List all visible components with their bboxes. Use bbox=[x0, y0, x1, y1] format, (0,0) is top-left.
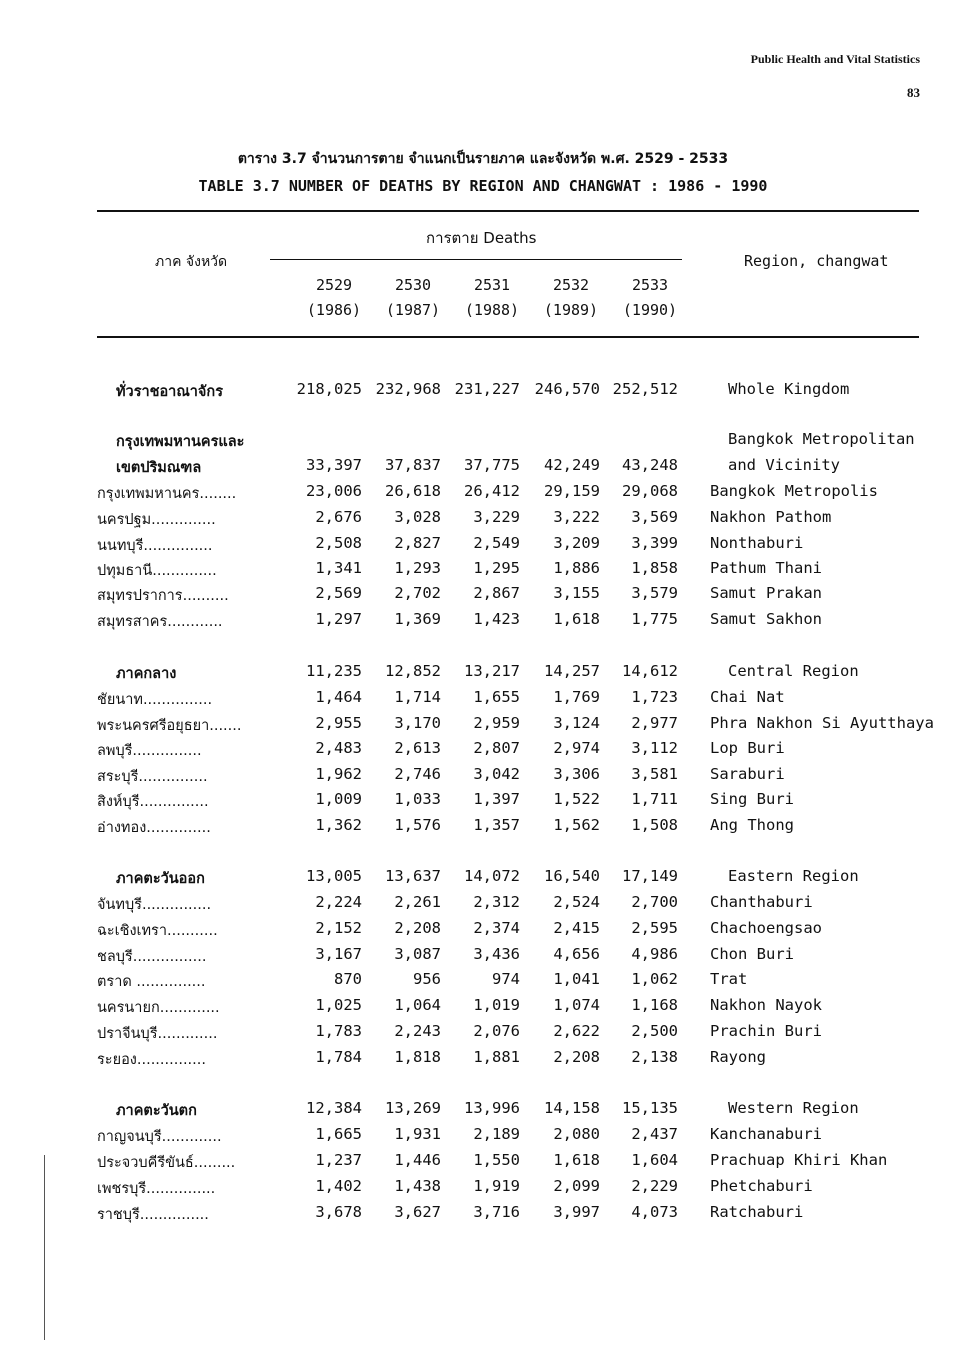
row-label-english: Saraburi bbox=[710, 765, 785, 783]
cell-value: 2,974 bbox=[553, 739, 600, 757]
cell-value: 4,073 bbox=[631, 1203, 678, 1221]
table-row bbox=[0, 610, 966, 636]
cell-value: 1,025 bbox=[315, 996, 362, 1014]
cell-value: 14,072 bbox=[464, 867, 520, 885]
cell-value: 1,237 bbox=[315, 1151, 362, 1169]
cell-value: 3,436 bbox=[473, 945, 520, 963]
cell-value: 2,867 bbox=[473, 584, 520, 602]
row-label-thai: ราชบุรี............... bbox=[97, 1207, 209, 1223]
cell-value: 2,746 bbox=[394, 765, 441, 783]
year-be-header: 2533 bbox=[631, 276, 669, 294]
cell-value: 1,062 bbox=[631, 970, 678, 988]
cell-value: 1,550 bbox=[473, 1151, 520, 1169]
cell-value: 2,152 bbox=[315, 919, 362, 937]
cell-value: 2,500 bbox=[631, 1022, 678, 1040]
cell-value: 1,858 bbox=[631, 559, 678, 577]
cell-value: 2,524 bbox=[553, 893, 600, 911]
margin-line bbox=[44, 1155, 45, 1340]
page-header bbox=[751, 52, 920, 101]
cell-value: 1,033 bbox=[394, 790, 441, 808]
cell-value: 3,209 bbox=[553, 534, 600, 552]
row-label-english: and Vicinity bbox=[728, 456, 840, 474]
cell-value: 3,581 bbox=[631, 765, 678, 783]
cell-value: 14,158 bbox=[544, 1099, 600, 1117]
cell-value: 4,656 bbox=[553, 945, 600, 963]
row-label-thai: สระบุรี............... bbox=[97, 769, 208, 785]
cell-value: 1,775 bbox=[631, 610, 678, 628]
row-label-thai: ฉะเชิงเทรา........... bbox=[97, 923, 218, 939]
table-group-row bbox=[0, 430, 966, 456]
row-label-thai: สมุทรปราการ.......... bbox=[97, 588, 229, 604]
table-row bbox=[0, 1203, 966, 1229]
cell-value: 2,549 bbox=[473, 534, 520, 552]
top-rule bbox=[97, 210, 919, 212]
row-label-english: Phetchaburi bbox=[710, 1177, 813, 1195]
cell-value: 3,028 bbox=[394, 508, 441, 526]
cell-value: 3,229 bbox=[473, 508, 520, 526]
table-row bbox=[0, 1177, 966, 1203]
row-label-english: Samut Sakhon bbox=[710, 610, 822, 628]
cell-value: 3,167 bbox=[315, 945, 362, 963]
table-row bbox=[0, 790, 966, 816]
cell-value: 3,569 bbox=[631, 508, 678, 526]
year-ad-header: (1990) bbox=[622, 301, 678, 319]
row-label-english: Ang Thong bbox=[710, 816, 794, 834]
cell-value: 13,637 bbox=[385, 867, 441, 885]
table-title-english: TABLE 3.7 NUMBER OF DEATHS BY REGION AND CHANGWAT : 1986 - 1990 bbox=[198, 177, 768, 195]
cell-value: 974 bbox=[492, 970, 520, 988]
table-group-row bbox=[0, 456, 966, 482]
cell-value: 33,397 bbox=[306, 456, 362, 474]
cell-value: 15,135 bbox=[622, 1099, 678, 1117]
right-column-head: Region, changwat bbox=[744, 252, 889, 270]
row-label-thai: นครนายก............. bbox=[97, 1000, 220, 1016]
cell-value: 11,235 bbox=[306, 662, 362, 680]
cell-value: 1,397 bbox=[473, 790, 520, 808]
cell-value: 17,149 bbox=[622, 867, 678, 885]
row-label-english: Bangkok Metropolitan bbox=[728, 430, 915, 448]
cell-value: 14,257 bbox=[544, 662, 600, 680]
cell-value: 1,508 bbox=[631, 816, 678, 834]
cell-value: 1,423 bbox=[473, 610, 520, 628]
cell-value: 2,229 bbox=[631, 1177, 678, 1195]
row-label-thai: นครปฐม.............. bbox=[97, 512, 216, 528]
row-label-english: Phra Nakhon Si Ayutthaya bbox=[710, 714, 934, 732]
row-label-english: Bangkok Metropolis bbox=[710, 482, 878, 500]
cell-value: 12,852 bbox=[385, 662, 441, 680]
row-label-thai: เขตปริมณฑล bbox=[116, 460, 202, 476]
cell-value: 2,569 bbox=[315, 584, 362, 602]
table-group-row bbox=[0, 867, 966, 893]
cell-value: 29,068 bbox=[622, 482, 678, 500]
cell-value: 3,124 bbox=[553, 714, 600, 732]
cell-value: 2,224 bbox=[315, 893, 362, 911]
cell-value: 2,243 bbox=[394, 1022, 441, 1040]
row-label-english: Whole Kingdom bbox=[728, 380, 850, 398]
cell-value: 2,827 bbox=[394, 534, 441, 552]
cell-value: 2,189 bbox=[473, 1125, 520, 1143]
cell-value: 2,138 bbox=[631, 1048, 678, 1066]
table-row bbox=[0, 945, 966, 971]
cell-value: 2,099 bbox=[553, 1177, 600, 1195]
cell-value: 870 bbox=[334, 970, 362, 988]
row-label-thai: ประจวบคีรีขันธ์......... bbox=[97, 1155, 236, 1171]
row-label-thai: พระนครศรีอยุธยา....... bbox=[97, 718, 242, 734]
cell-value: 1,295 bbox=[473, 559, 520, 577]
cell-value: 12,384 bbox=[306, 1099, 362, 1117]
cell-value: 3,678 bbox=[315, 1203, 362, 1221]
cell-value: 1,019 bbox=[473, 996, 520, 1014]
cell-value: 14,612 bbox=[622, 662, 678, 680]
cell-value: 3,306 bbox=[553, 765, 600, 783]
cell-value: 2,483 bbox=[315, 739, 362, 757]
column-group-rule bbox=[270, 259, 682, 260]
cell-value: 3,222 bbox=[553, 508, 600, 526]
row-label-english: Chachoengsao bbox=[710, 919, 822, 937]
table-row bbox=[0, 1022, 966, 1048]
cell-value: 2,508 bbox=[315, 534, 362, 552]
row-label-thai: ตราด ............... bbox=[97, 974, 206, 990]
row-label-english: Ratchaburi bbox=[710, 1203, 804, 1221]
row-label-english: Lop Buri bbox=[710, 739, 785, 757]
table-row bbox=[0, 1048, 966, 1074]
table-row bbox=[0, 1125, 966, 1151]
page-number: 83 bbox=[907, 85, 920, 100]
cell-value: 3,112 bbox=[631, 739, 678, 757]
table-group-row bbox=[0, 380, 966, 406]
year-ad-header: (1986) bbox=[306, 301, 362, 319]
row-label-english: Nonthaburi bbox=[710, 534, 804, 552]
table-row bbox=[0, 970, 966, 996]
row-label-thai: ลพบุรี............... bbox=[97, 743, 202, 759]
cell-value: 2,374 bbox=[473, 919, 520, 937]
cell-value: 2,595 bbox=[631, 919, 678, 937]
table-row bbox=[0, 714, 966, 740]
cell-value: 1,297 bbox=[315, 610, 362, 628]
cell-value: 2,807 bbox=[473, 739, 520, 757]
cell-value: 1,576 bbox=[394, 816, 441, 834]
row-label-thai: ชลบุรี................ bbox=[97, 949, 207, 965]
row-label-english: Chai Nat bbox=[710, 688, 785, 706]
year-ad-header: (1988) bbox=[464, 301, 520, 319]
cell-value: 218,025 bbox=[296, 380, 362, 398]
table-row bbox=[0, 1151, 966, 1177]
table-row bbox=[0, 765, 966, 791]
cell-value: 246,570 bbox=[534, 380, 600, 398]
row-label-thai: จันทบุรี............... bbox=[97, 897, 212, 913]
cell-value: 1,064 bbox=[394, 996, 441, 1014]
cell-value: 1,655 bbox=[473, 688, 520, 706]
cell-value: 1,723 bbox=[631, 688, 678, 706]
cell-value: 1,714 bbox=[394, 688, 441, 706]
cell-value: 1,362 bbox=[315, 816, 362, 834]
row-label-english: Prachin Buri bbox=[710, 1022, 822, 1040]
table-group-row bbox=[0, 1099, 966, 1125]
row-label-thai: ภาคตะวันตก bbox=[116, 1103, 197, 1119]
year-ad-header: (1987) bbox=[385, 301, 441, 319]
cell-value: 3,716 bbox=[473, 1203, 520, 1221]
row-label-thai: กรุงเทพมหานครและ bbox=[116, 434, 245, 450]
row-label-english: Eastern Region bbox=[728, 867, 859, 885]
cell-value: 23,006 bbox=[306, 482, 362, 500]
cell-value: 1,369 bbox=[394, 610, 441, 628]
cell-value: 1,665 bbox=[315, 1125, 362, 1143]
cell-value: 1,711 bbox=[631, 790, 678, 808]
column-group-head: การตาย Deaths bbox=[426, 229, 537, 247]
row-label-english: Central Region bbox=[728, 662, 859, 680]
cell-value: 252,512 bbox=[612, 380, 678, 398]
table-row bbox=[0, 996, 966, 1022]
cell-value: 1,931 bbox=[394, 1125, 441, 1143]
cell-value: 2,702 bbox=[394, 584, 441, 602]
cell-value: 3,997 bbox=[553, 1203, 600, 1221]
row-label-english: Pathum Thani bbox=[710, 559, 822, 577]
cell-value: 13,005 bbox=[306, 867, 362, 885]
cell-value: 37,837 bbox=[385, 456, 441, 474]
cell-value: 2,076 bbox=[473, 1022, 520, 1040]
cell-value: 1,818 bbox=[394, 1048, 441, 1066]
cell-value: 16,540 bbox=[544, 867, 600, 885]
year-be-header: 2530 bbox=[394, 276, 432, 294]
row-label-english: Rayong bbox=[710, 1048, 766, 1066]
cell-value: 13,996 bbox=[464, 1099, 520, 1117]
cell-value: 2,955 bbox=[315, 714, 362, 732]
cell-value: 42,249 bbox=[544, 456, 600, 474]
row-label-english: Sing Buri bbox=[710, 790, 794, 808]
cell-value: 2,959 bbox=[473, 714, 520, 732]
cell-value: 232,968 bbox=[375, 380, 441, 398]
cell-value: 1,009 bbox=[315, 790, 362, 808]
row-label-english: Samut Prakan bbox=[710, 584, 822, 602]
table-title-thai: ตาราง 3.7 จำนวนการตาย จำแนกเป็นรายภาค และจังหวัด พ.ศ. 2529 - 2533 bbox=[237, 151, 729, 167]
row-label-english: Chon Buri bbox=[710, 945, 794, 963]
cell-value: 1,562 bbox=[553, 816, 600, 834]
cell-value: 2,208 bbox=[394, 919, 441, 937]
cell-value: 1,604 bbox=[631, 1151, 678, 1169]
cell-value: 13,217 bbox=[464, 662, 520, 680]
table-row bbox=[0, 739, 966, 765]
row-label-english: Trat bbox=[710, 970, 748, 988]
cell-value: 2,977 bbox=[631, 714, 678, 732]
cell-value: 43,248 bbox=[622, 456, 678, 474]
row-label-english: Kanchanaburi bbox=[710, 1125, 822, 1143]
cell-value: 1,881 bbox=[473, 1048, 520, 1066]
row-label-english: Prachuap Khiri Khan bbox=[710, 1151, 888, 1169]
row-label-thai: ชัยนาท............... bbox=[97, 692, 213, 708]
cell-value: 4,986 bbox=[631, 945, 678, 963]
table-row bbox=[0, 482, 966, 508]
cell-value: 1,783 bbox=[315, 1022, 362, 1040]
cell-value: 1,074 bbox=[553, 996, 600, 1014]
cell-value: 3,627 bbox=[394, 1203, 441, 1221]
table-row bbox=[0, 816, 966, 842]
cell-value: 2,613 bbox=[394, 739, 441, 757]
cell-value: 1,293 bbox=[394, 559, 441, 577]
row-label-english: Nakhon Nayok bbox=[710, 996, 822, 1014]
header-bottom-rule bbox=[97, 336, 919, 338]
row-label-thai: กรุงเทพมหานคร........ bbox=[97, 486, 237, 502]
cell-value: 1,618 bbox=[553, 610, 600, 628]
table-row bbox=[0, 534, 966, 560]
cell-value: 37,775 bbox=[464, 456, 520, 474]
cell-value: 2,261 bbox=[394, 893, 441, 911]
row-label-thai: กาญจนบุรี............. bbox=[97, 1129, 222, 1145]
cell-value: 3,042 bbox=[473, 765, 520, 783]
cell-value: 1,618 bbox=[553, 1151, 600, 1169]
row-label-thai: ปทุมธานี.............. bbox=[97, 563, 217, 579]
row-label-thai: ปราจีนบุรี............. bbox=[97, 1026, 218, 1042]
table-row bbox=[0, 919, 966, 945]
cell-value: 2,622 bbox=[553, 1022, 600, 1040]
cell-value: 1,446 bbox=[394, 1151, 441, 1169]
cell-value: 3,579 bbox=[631, 584, 678, 602]
cell-value: 26,412 bbox=[464, 482, 520, 500]
cell-value: 956 bbox=[413, 970, 441, 988]
cell-value: 2,080 bbox=[553, 1125, 600, 1143]
cell-value: 3,170 bbox=[394, 714, 441, 732]
cell-value: 29,159 bbox=[544, 482, 600, 500]
year-be-header: 2532 bbox=[552, 276, 590, 294]
row-label-english: Chanthaburi bbox=[710, 893, 813, 911]
cell-value: 1,168 bbox=[631, 996, 678, 1014]
cell-value: 2,700 bbox=[631, 893, 678, 911]
cell-value: 2,415 bbox=[553, 919, 600, 937]
table-row bbox=[0, 584, 966, 610]
table-row bbox=[0, 508, 966, 534]
cell-value: 26,618 bbox=[385, 482, 441, 500]
cell-value: 1,438 bbox=[394, 1177, 441, 1195]
row-label-english: Western Region bbox=[728, 1099, 859, 1117]
table-row bbox=[0, 688, 966, 714]
cell-value: 3,155 bbox=[553, 584, 600, 602]
cell-value: 1,522 bbox=[553, 790, 600, 808]
table-row bbox=[0, 893, 966, 919]
table-title bbox=[0, 146, 966, 200]
left-column-head: ภาค จังหวัด bbox=[155, 254, 228, 270]
cell-value: 3,087 bbox=[394, 945, 441, 963]
year-ad-header: (1989) bbox=[543, 301, 599, 319]
cell-value: 1,402 bbox=[315, 1177, 362, 1195]
row-label-thai: ภาคกลาง bbox=[116, 666, 177, 682]
cell-value: 1,464 bbox=[315, 688, 362, 706]
row-label-thai: ระยอง............... bbox=[97, 1052, 206, 1068]
row-label-thai: ทั่วราชอาณาจักร bbox=[116, 384, 223, 400]
row-label-thai: ภาคตะวันออก bbox=[116, 871, 205, 887]
table-row bbox=[0, 559, 966, 585]
cell-value: 1,886 bbox=[553, 559, 600, 577]
row-label-thai: อ่างทอง.............. bbox=[97, 820, 211, 836]
running-title: Public Health and Vital Statistics bbox=[750, 52, 920, 66]
cell-value: 2,676 bbox=[315, 508, 362, 526]
cell-value: 13,269 bbox=[385, 1099, 441, 1117]
cell-value: 231,227 bbox=[454, 380, 520, 398]
cell-value: 2,312 bbox=[473, 893, 520, 911]
cell-value: 1,769 bbox=[553, 688, 600, 706]
cell-value: 3,399 bbox=[631, 534, 678, 552]
row-label-thai: สมุทรสาคร............ bbox=[97, 614, 223, 630]
row-label-english: Nakhon Pathom bbox=[710, 508, 832, 526]
cell-value: 1,962 bbox=[315, 765, 362, 783]
cell-value: 2,208 bbox=[553, 1048, 600, 1066]
cell-value: 1,357 bbox=[473, 816, 520, 834]
row-label-thai: นนทบุรี............... bbox=[97, 538, 213, 554]
row-label-thai: เพชรบุรี............... bbox=[97, 1181, 216, 1197]
cell-value: 1,784 bbox=[315, 1048, 362, 1066]
year-be-header: 2529 bbox=[315, 276, 353, 294]
table-group-row bbox=[0, 662, 966, 688]
row-label-thai: สิงห์บุรี............... bbox=[97, 794, 209, 810]
cell-value: 1,341 bbox=[315, 559, 362, 577]
cell-value: 1,919 bbox=[473, 1177, 520, 1195]
cell-value: 1,041 bbox=[553, 970, 600, 988]
year-be-header: 2531 bbox=[473, 276, 511, 294]
cell-value: 2,437 bbox=[631, 1125, 678, 1143]
